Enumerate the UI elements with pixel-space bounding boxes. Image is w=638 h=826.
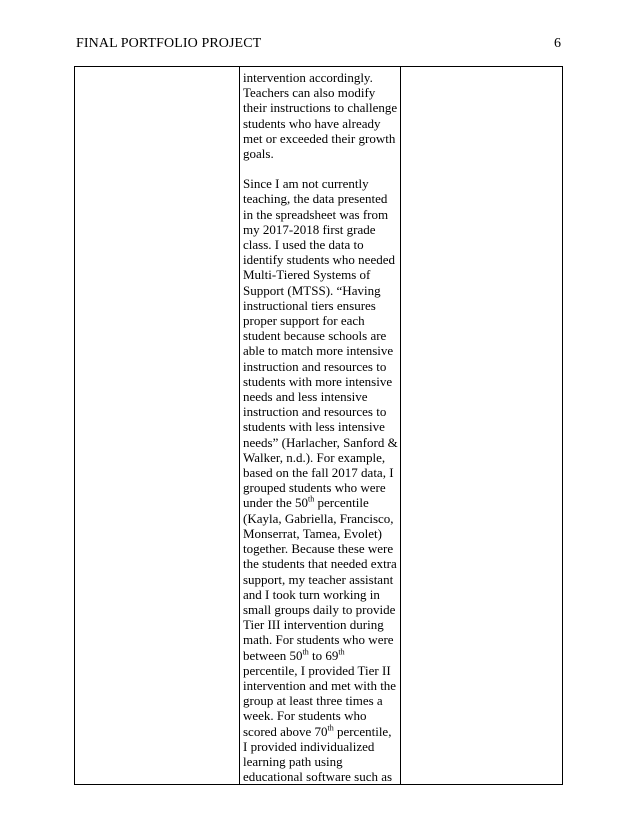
- superscript: th: [327, 723, 334, 733]
- content-table: [74, 66, 563, 785]
- superscript: th: [302, 647, 309, 657]
- superscript: th: [307, 495, 315, 505]
- middle-cell: [240, 67, 401, 785]
- text-run: to 69: [308, 647, 339, 663]
- text-run: Since I am not currently teaching, the data presented in the spreadsheet was from my 2017-2018 first grade class. I used the data to identify students who needed Multi-Tiered Systems of Support (MTSS). “Having instructional tiers ensures proper support for each student because schools are able to match more intensive instruction and resources to students with more intensive needs and less intensive instruction and resources to students with less intensive needs” (Harlacher, Sanford & Walker, n.d.). For example, based on the fall 2017 data, I grouped students who were under the 50: [243, 176, 398, 511]
- left-cell: [75, 67, 240, 785]
- text-run: percentile, I provided individualized learning path using educational software such as: [243, 723, 393, 785]
- text-run: percentile, I provided Tier II intervention and met with the group at least three times a week. For students who scored above 70: [243, 662, 397, 739]
- text-run: percentile (Kayla, Gabriella, Francisco, Monserrat, Tamea, Evolet) together. Because these were the students that needed extra support, my teacher assistant and I took turn working in small groups daily to provide Tier III intervention during math. For students who were between 50: [243, 495, 397, 663]
- cell-text: [240, 67, 400, 784]
- running-head: FINAL PORTFOLIO PROJECT: [76, 36, 262, 51]
- superscript: th: [338, 647, 345, 657]
- paragraph-1: intervention accordingly. Teachers can also modify their instructions to challenge students who have already met or exceeded their growth goals.: [243, 70, 398, 162]
- page-number: 6: [554, 36, 561, 51]
- table-row: [75, 67, 563, 785]
- paragraph-2: [243, 176, 398, 784]
- right-cell: [401, 67, 563, 785]
